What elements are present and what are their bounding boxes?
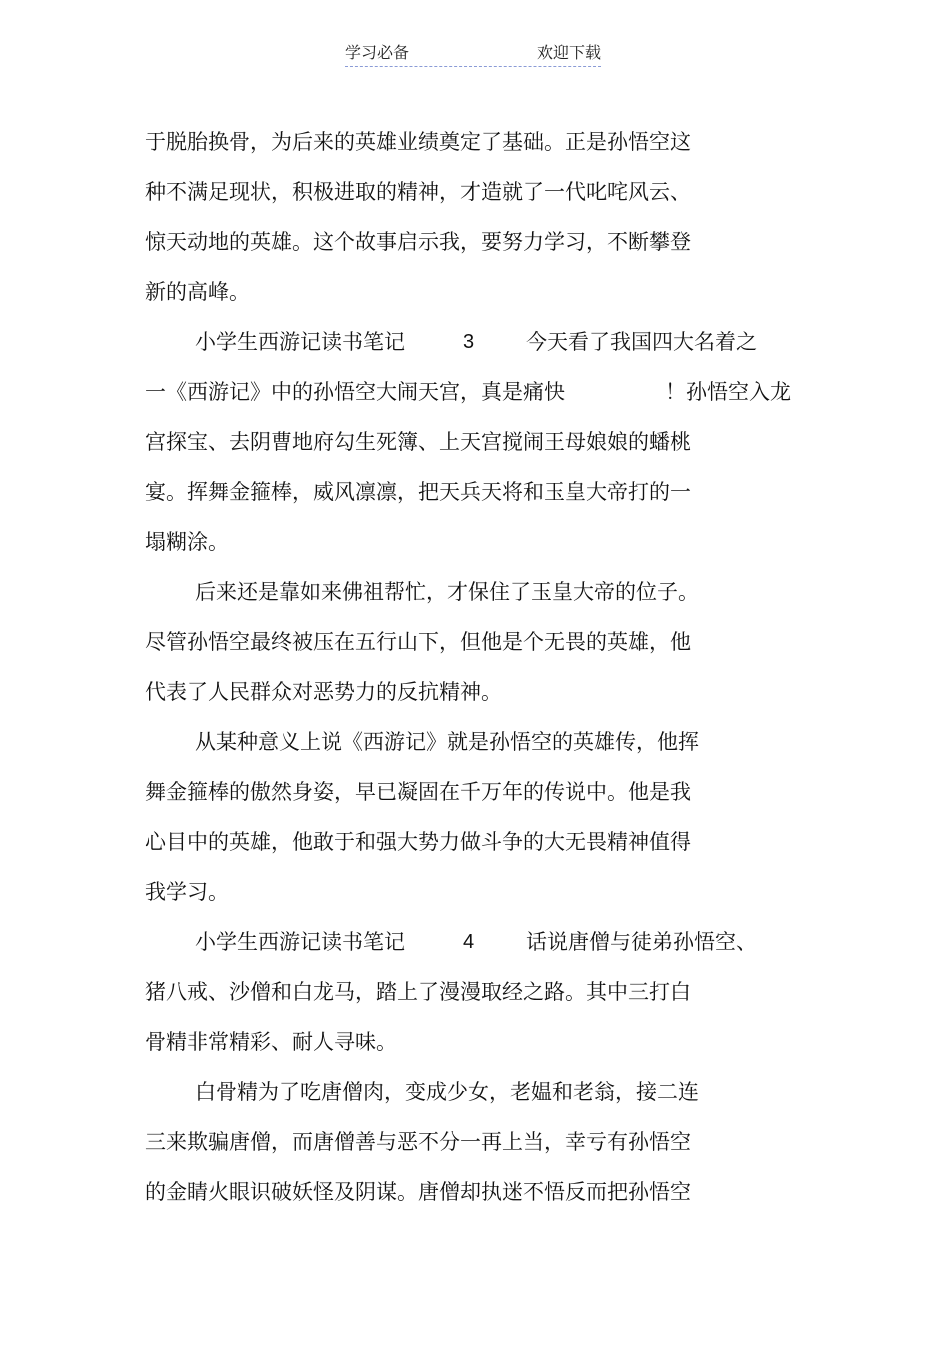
note-heading-line [195, 328, 795, 356]
text-segment: 一《西游记》中的孙悟空大闹天宫，真是痛快 [145, 380, 565, 404]
text-line: 种不满足现状，积极进取的精神，才造就了一代叱咤风云、 [145, 180, 691, 204]
header-right-text: 欢迎下载 [536, 43, 601, 62]
text-line: 新的高峰。 [145, 280, 250, 304]
header-left-text: 学习必备 [345, 43, 410, 62]
text-segment: ！孙悟空入龙 [665, 380, 791, 404]
note-text: 话说唐僧与徒弟孙悟空、 [526, 930, 757, 954]
note-number: 3 [463, 331, 475, 353]
text-line: 代表了人民群众对恶势力的反抗精神。 [145, 680, 502, 704]
text-line: 从某种意义上说《西游记》就是孙悟空的英雄传，他挥 [195, 730, 699, 754]
text-line: 惊天动地的英雄。这个故事启示我，要努力学习，不断攀登 [145, 230, 691, 254]
note-number: 4 [463, 931, 475, 953]
text-line [145, 378, 805, 406]
text-line: 心目中的英雄，他敢于和强大势力做斗争的大无畏精神值得 [145, 830, 691, 854]
text-line: 后来还是靠如来佛祖帮忙，才保住了玉皇大帝的位子。 [195, 580, 699, 604]
text-line: 我学习。 [145, 880, 229, 904]
text-line: 宴。挥舞金箍棒，威风凛凛，把天兵天将和玉皇大帝打的一 [145, 480, 691, 504]
text-line: 尽管孙悟空最终被压在五行山下，但他是个无畏的英雄，他 [145, 630, 691, 654]
note-text: 今天看了我国四大名着之 [526, 330, 757, 354]
text-line: 猪八戒、沙僧和白龙马，踏上了漫漫取经之路。其中三打白 [145, 980, 691, 1004]
text-line: 舞金箍棒的傲然身姿，早已凝固在千万年的传说中。他是我 [145, 780, 691, 804]
text-line: 宫探宝、去阴曹地府勾生死簿、上天宫搅闹王母娘娘的蟠桃 [145, 430, 691, 454]
text-line: 于脱胎换骨，为后来的英雄业绩奠定了基础。正是孙悟空这 [145, 130, 691, 154]
text-line: 骨精非常精彩、耐人寻味。 [145, 1030, 397, 1054]
note-title: 小学生西游记读书笔记 [195, 330, 405, 354]
text-line: 三来欺骗唐僧，而唐僧善与恶不分一再上当，幸亏有孙悟空 [145, 1130, 691, 1154]
page-header [345, 42, 601, 67]
note-heading-line [195, 928, 795, 956]
text-line: 塌糊涂。 [145, 530, 229, 554]
note-title: 小学生西游记读书笔记 [195, 930, 405, 954]
text-line: 的金睛火眼识破妖怪及阴谋。唐僧却执迷不悟反而把孙悟空 [145, 1180, 691, 1204]
text-line: 白骨精为了吃唐僧肉，变成少女，老媪和老翁，接二连 [195, 1080, 699, 1104]
